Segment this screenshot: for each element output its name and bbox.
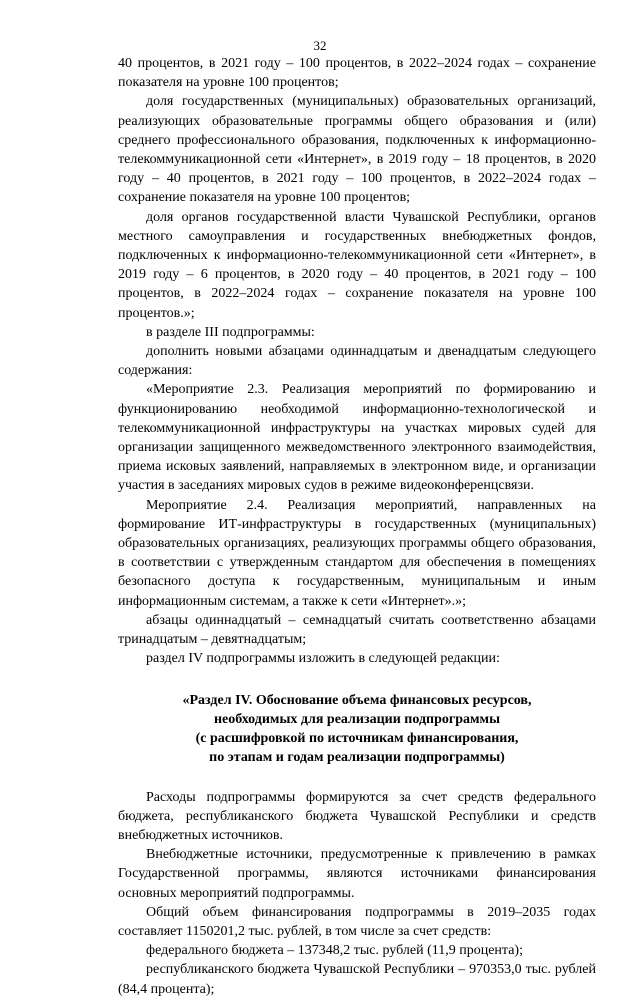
paragraph: Мероприятие 2.4. Реализация мероприятий, направленных на формирование ИТ-инфраструктуры в государственных (муниципальных) образовательных организациях, реализующих программы общего образования, в соответствии с утвержденным стандартом для обеспечения в помещениях безопасного доступа к государственным, муниципальным и иным информационным системам, а также к сети «Интернет».»; xyxy=(118,497,596,609)
paragraph: абзацы одиннадцатый – семнадцатый считать соответственно абзацами тринадцатым – девятнадцатым; xyxy=(118,612,596,648)
heading-line-2: необходимых для реализации подпрограммы xyxy=(213,711,501,727)
paragraph: «Мероприятие 2.3. Реализация мероприятий по формированию и функционированию необходимой информационно-технологической и телекоммуникационной инфраструктуры на участках мировых судей для организации защищенного межведомственного электронного взаимодействия, приема исковых заявлений, направляемых в электронном виде, и организации участия в заседаниях мировых судов в режиме видеоконференцсвязи. xyxy=(118,382,596,494)
paragraph: раздел IV подпрограммы изложить в следующей редакции: xyxy=(146,651,500,667)
heading-line-1 xyxy=(118,691,596,710)
paragraph: в разделе III подпрограммы: xyxy=(146,324,315,340)
paragraphs-bottom xyxy=(118,788,596,999)
paragraph: 40 процентов, в 2021 году – 100 процентов, в 2022–2024 годах – сохранение показателя на уровне 100 процентов; xyxy=(118,56,596,91)
paragraph: доля государственных (муниципальных) образовательных организаций, реализующих образовательные программы общего образования и (или) среднего профессионального образования, подключенных к информационно-телекоммуникационной сети «Интернет», в 2019 году – 18 процентов, в 2020 году – 40 процентов, в 2021 году – 100 процентов, в 2022–2024 годах – сохранение показателя на уровне 100 процентов; xyxy=(118,94,596,206)
document-body xyxy=(118,54,596,999)
paragraph: доля органов государственной власти Чувашской Республики, органов местного самоуправления и государственных внебюджетных фондов, подключенных к информационно-телекоммуникационной сети «Интернет», в 2019 году – 6 процентов, в 2020 году – 40 процентов, в 2021 году – 100 процентов, в 2022–2024 годах – сохранение показателя на уровне 100 процентов.»; xyxy=(118,209,596,321)
paragraphs-top xyxy=(118,54,596,669)
paragraph: федерального бюджета – 137348,2 тыс. рублей (11,9 процента); xyxy=(146,943,523,959)
heading-line-4: по этапам и годам реализации подпрограммы) xyxy=(209,749,505,765)
section-heading xyxy=(118,691,596,767)
paragraph: Общий объем финансирования подпрограммы в 2019–2035 годах составляет 1150201,2 тыс. рублей, в том числе за счет средств: xyxy=(118,904,596,939)
paragraph: Расходы подпрограммы формируются за счет средств федерального бюджета, республиканского бюджета Чувашской Республики и средств внебюджетных источников. xyxy=(118,789,596,843)
paragraph: Внебюджетные источники, предусмотренные к привлечению в рамках Государственной программы, являются источниками финансирования основных мероприятий подпрограммы. xyxy=(118,847,596,901)
paragraph: дополнить новыми абзацами одиннадцатым и двенадцатым следующего содержания: xyxy=(118,344,596,379)
paragraph: республиканского бюджета Чувашской Республики – 970353,0 тыс. рублей (84,4 процента); xyxy=(118,962,596,997)
heading-line-1-text: Раздел IV. Обоснование объема финансовых ресурсов, xyxy=(189,692,532,708)
heading-quote-prefix: « xyxy=(182,692,190,708)
page-number: 32 xyxy=(313,38,327,53)
heading-line-3: (с расшифровкой по источникам финансирования, xyxy=(195,730,519,746)
